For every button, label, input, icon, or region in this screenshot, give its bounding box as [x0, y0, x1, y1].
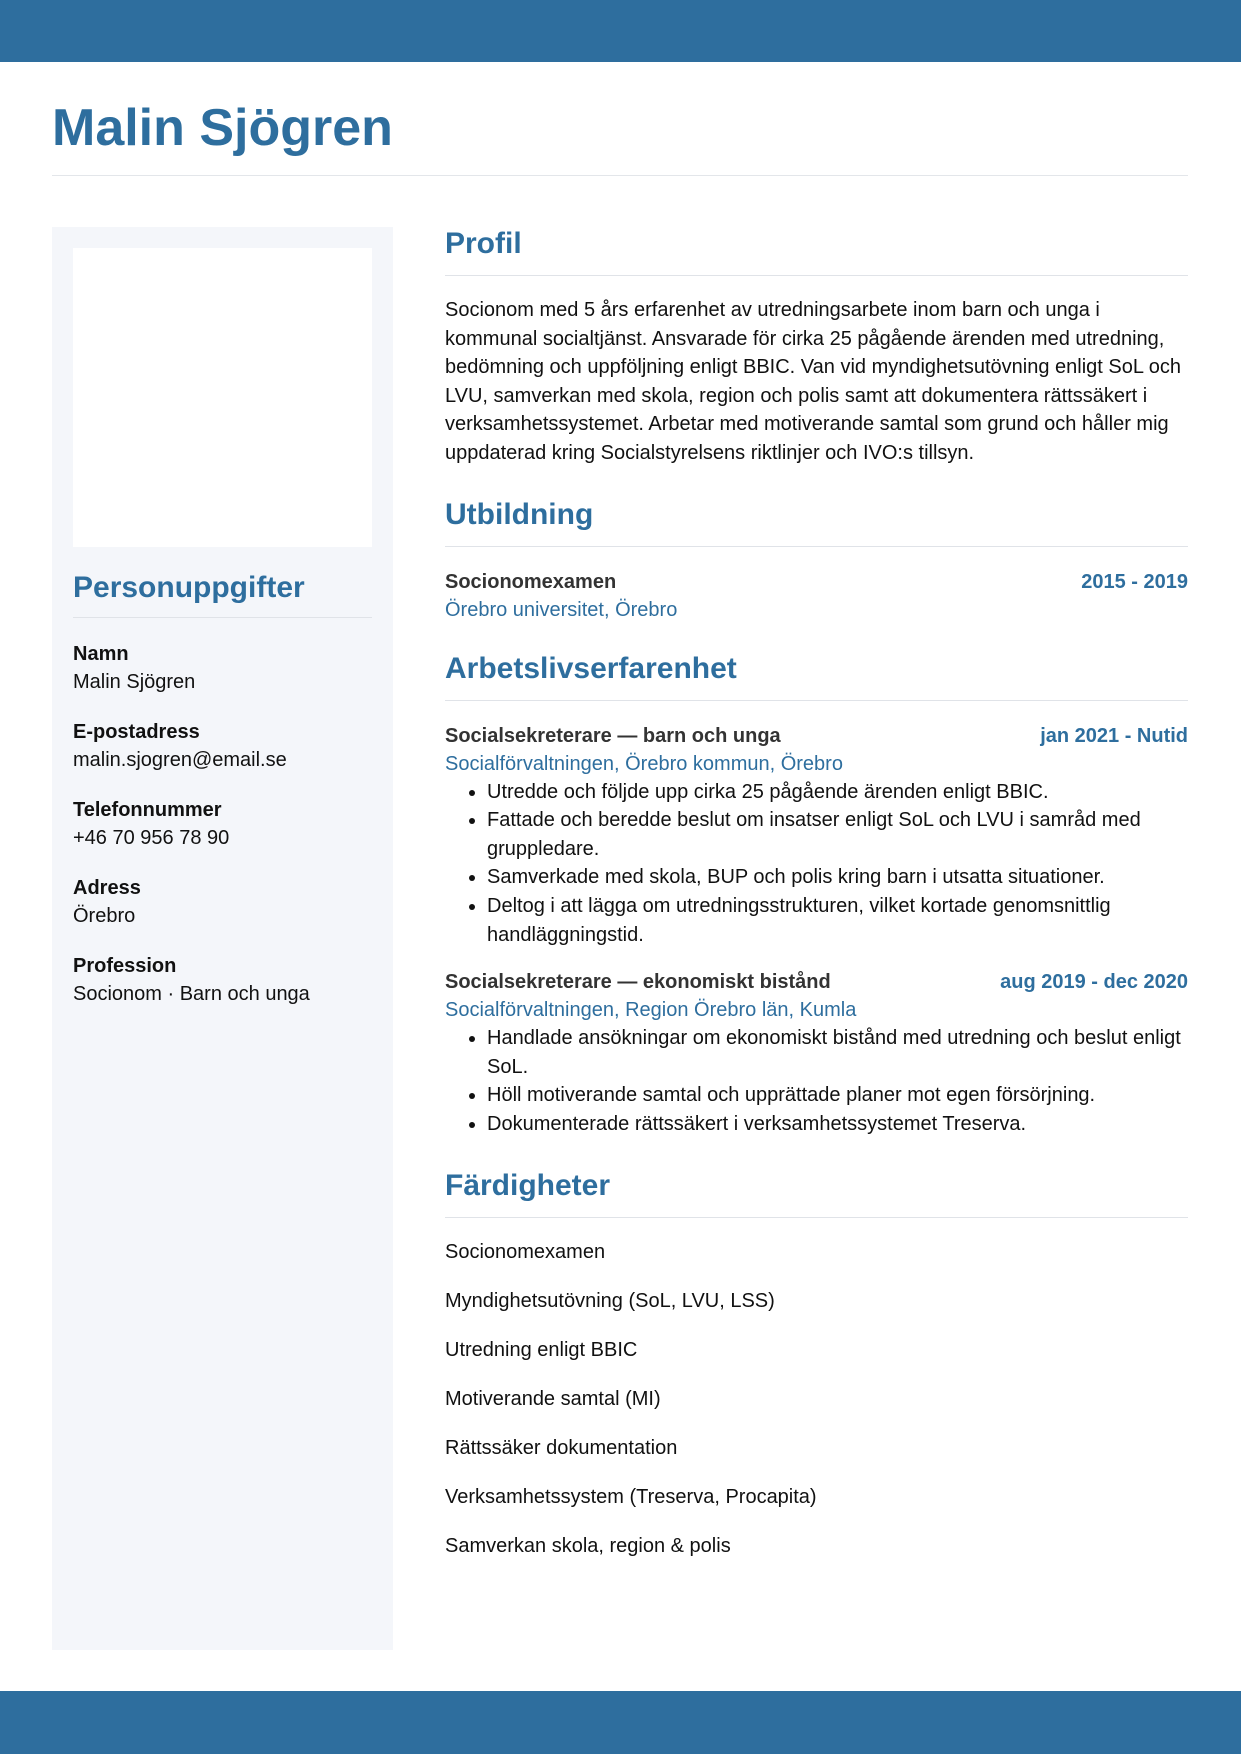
- entry-date: 2015 - 2019: [1081, 570, 1188, 593]
- skill-item: Motiverande samtal (MI): [445, 1387, 661, 1410]
- experience-heading: Arbetslivserfarenhet: [445, 652, 1188, 701]
- main-content: [445, 227, 1188, 1590]
- skills-heading: Färdigheter: [445, 1169, 1188, 1218]
- info-label: Profession: [73, 955, 177, 977]
- info-name: [73, 640, 372, 696]
- entry-org: Örebro universitet, Örebro: [445, 598, 678, 621]
- entry-date: jan 2021 - Nutid: [1040, 724, 1188, 747]
- entry-title: Socionomexamen: [445, 570, 617, 593]
- info-label: Telefonnummer: [73, 799, 222, 821]
- education-section: [445, 498, 1188, 622]
- skill-item: Socionomexamen: [445, 1240, 606, 1263]
- resume-header: [52, 100, 1188, 176]
- top-accent-bar: [0, 0, 1241, 62]
- profile-photo-placeholder: [73, 248, 372, 547]
- bullet-item: • Fattade och beredde beslut om insatser enligt SoL och LVU i samråd med gruppledare.: [487, 806, 1188, 863]
- info-label: Namn: [73, 643, 129, 665]
- bullet-list: [445, 1024, 1188, 1138]
- education-entry: [445, 571, 1188, 622]
- entry-title: Socialsekreterare — barn och unga: [445, 724, 781, 747]
- info-profession: [73, 952, 372, 1008]
- entry-date: aug 2019 - dec 2020: [1000, 971, 1188, 994]
- info-phone: [73, 796, 372, 852]
- skill-item: Rättssäker dokumentation: [445, 1436, 678, 1459]
- entry-org: Socialförvaltningen, Region Örebro län, Kumla: [445, 999, 857, 1022]
- entry-title: Socialsekreterare — ekonomiskt bistånd: [445, 971, 831, 994]
- skill-item: Myndighetsutövning (SoL, LVU, LSS): [445, 1289, 775, 1312]
- experience-section: [445, 652, 1188, 1139]
- profile-section: [445, 227, 1188, 468]
- bullet-item: • Handlade ansökningar om ekonomiskt bistånd med utredning och beslut enligt SoL.: [487, 1024, 1188, 1081]
- skill-item: Verksamhetssystem (Treserva, Procapita): [445, 1485, 817, 1508]
- bullet-item: • Dokumenterade rättssäkert i verksamhetssystemet Treserva.: [487, 1110, 1188, 1139]
- sidebar: [52, 227, 393, 1650]
- profile-text: Socionom med 5 års erfarenhet av utredningsarbete inom barn och unga i kommunal socialtjänst. Ansvarade för cirka 25 pågående ärenden med utredning, bedömning och uppföljning enligt BBIC. Van vid myndighetsutövning enligt SoL och LVU, samverkan med skola, region och polis samt att dokumentera rättssäkert i verksamhetssystemet. Arbetar med motiverande samtal som grund och håller mig uppdaterad kring Socialstyrelsens riktlinjer och IVO:s tillsyn.: [445, 299, 1182, 464]
- bullet-item: • Samverkade med skola, BUP och polis kring barn i utsatta situationer.: [487, 863, 1188, 892]
- info-value: Malin Sjögren: [73, 671, 196, 693]
- info-label: Adress: [73, 877, 141, 899]
- info-email: [73, 718, 372, 774]
- bullet-item: • Deltog i att lägga om utredningsstrukturen, vilket kortade genomsnittlig handläggningstid.: [487, 892, 1188, 949]
- education-heading: Utbildning: [445, 498, 1188, 547]
- personal-info-heading: Personuppgifter: [73, 571, 372, 618]
- email-value: malin.sjogren@email.se: [73, 749, 287, 771]
- entry-org: Socialförvaltningen, Örebro kommun, Örebro: [445, 752, 843, 775]
- bullet-item: • Utredde och följde upp cirka 25 pågående ärenden enligt BBIC.: [487, 778, 1188, 807]
- address-value: Örebro: [73, 905, 136, 927]
- skill-item: Samverkan skola, region & polis: [445, 1534, 731, 1557]
- candidate-name: Malin Sjögren: [52, 100, 1188, 176]
- profession-value: Socionom · Barn och unga: [73, 983, 310, 1005]
- info-label: E-postadress: [73, 721, 200, 743]
- info-address: [73, 874, 372, 930]
- skills-section: [445, 1169, 1188, 1560]
- skill-item: Utredning enligt BBIC: [445, 1338, 638, 1361]
- phone-value: +46 70 956 78 90: [73, 827, 230, 849]
- experience-entry: [445, 971, 1188, 1138]
- bullet-list: [445, 778, 1188, 950]
- profile-heading: Profil: [445, 227, 1188, 276]
- bottom-accent-bar: [0, 1691, 1241, 1754]
- experience-entry: [445, 725, 1188, 950]
- bullet-item: • Höll motiverande samtal och upprättade planer mot egen försörjning.: [487, 1081, 1188, 1110]
- skills-list: [445, 1238, 1188, 1560]
